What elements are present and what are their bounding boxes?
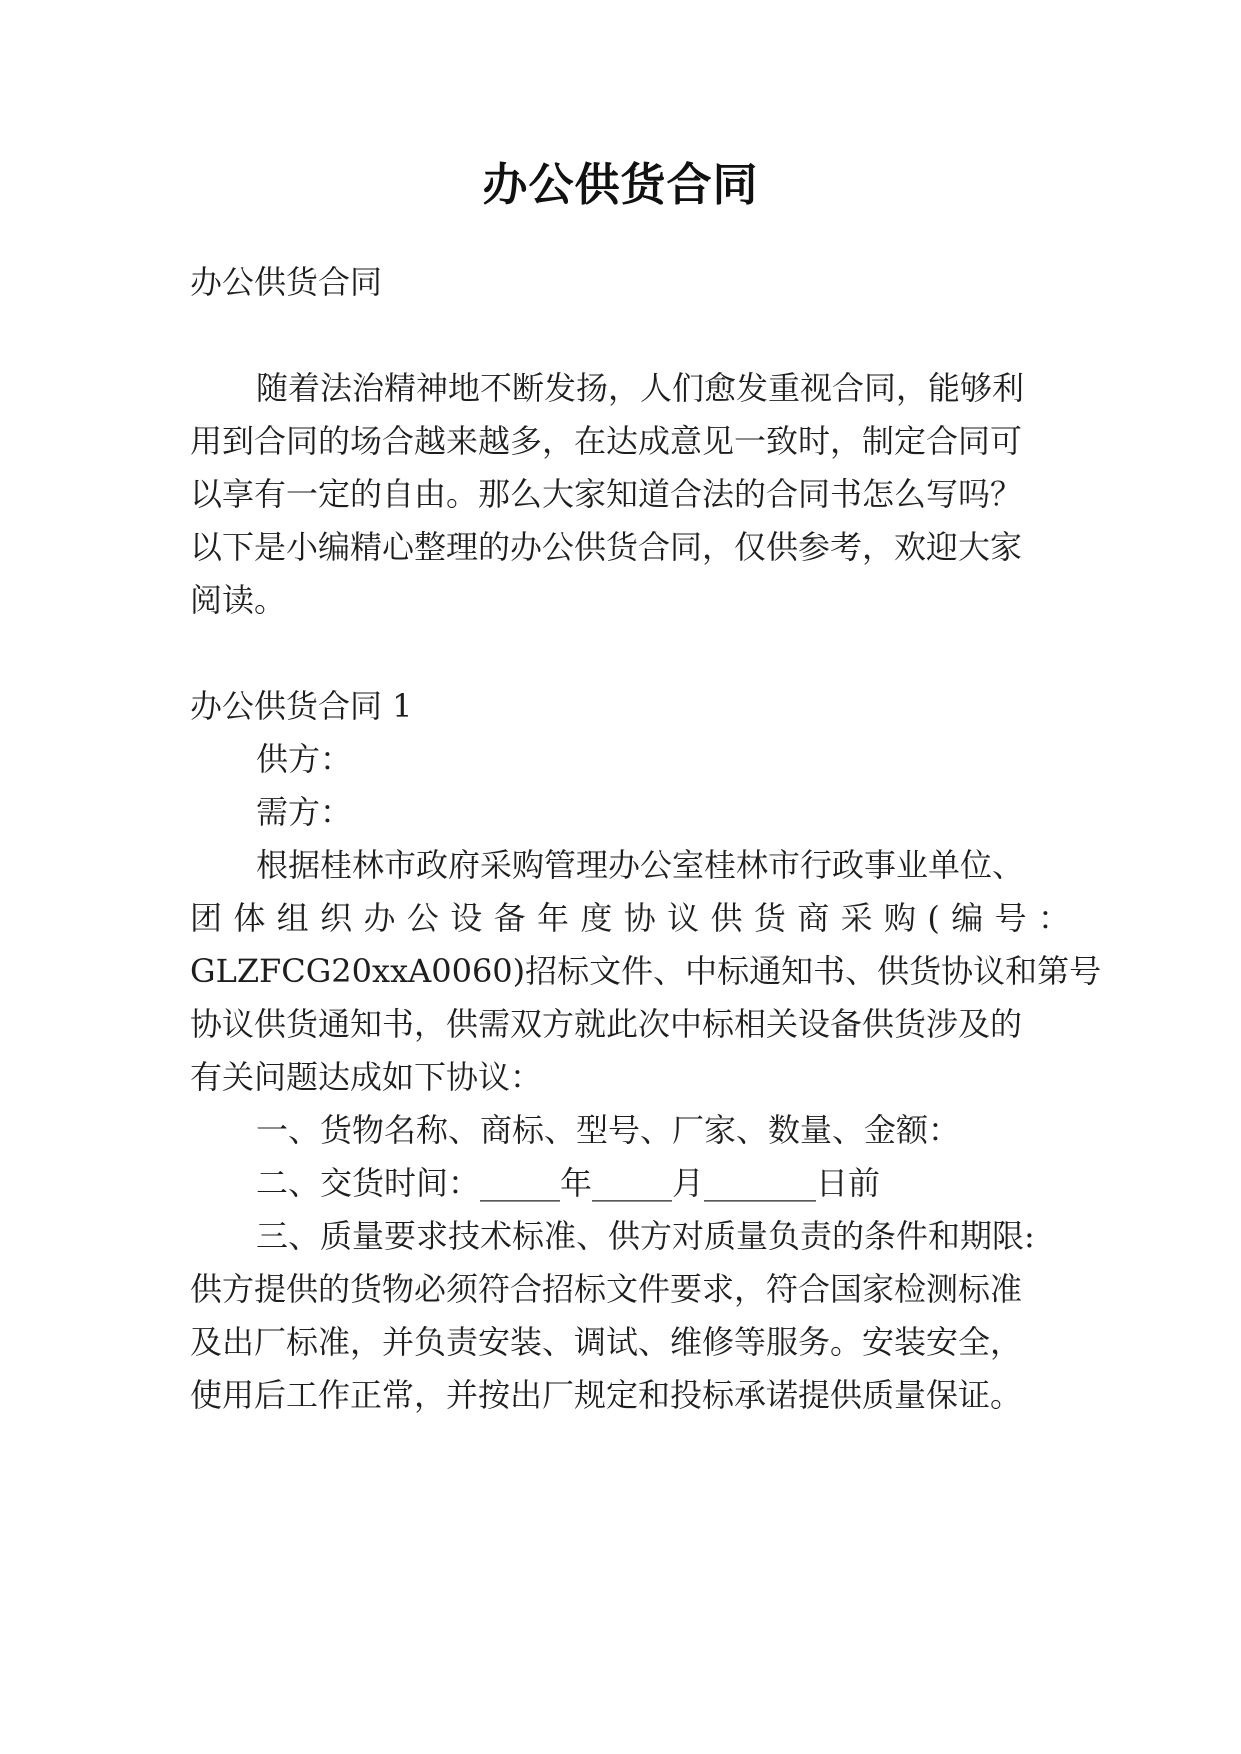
- clause-quality-line-4: 使用后工作正常，并按出厂规定和投标承诺提供质量保证。: [190, 1376, 1023, 1414]
- intro-line-2: 用到合同的场合越来越多，在达成意见一致时，制定合同可: [190, 422, 1023, 460]
- basis-line-1: 根据桂林市政府采购管理办公室桂林市行政事业单位、: [256, 846, 1025, 884]
- basis-line-2: 团体组织办公设备年度协议供货商采购(编号：: [190, 899, 1070, 937]
- intro-line-5: 阅读。: [190, 581, 287, 619]
- intro-line-4: 以下是小编精心整理的办公供货合同，仅供参考，欢迎大家: [190, 528, 1023, 566]
- buyer-label: 需方：: [256, 793, 353, 831]
- clause-goods: 一、货物名称、商标、型号、厂家、数量、金额：: [256, 1111, 961, 1149]
- intro-line-1: 随着法治精神地不断发扬，人们愈发重视合同，能够利: [256, 369, 1025, 407]
- section-heading: 办公供货合同 1: [190, 687, 413, 725]
- clause-quality-line-1: 三、质量要求技术标准、供方对质量负责的条件和期限:: [256, 1217, 1035, 1255]
- document-title: 办公供货合同: [482, 158, 759, 211]
- intro-line-3: 以享有一定的自由。那么大家知道合法的合同书怎么写吗？: [190, 475, 1023, 513]
- basis-line-5: 有关问题达成如下协议：: [190, 1058, 543, 1096]
- clause-delivery-time: 二、交货时间：_____年_____月_______日前: [256, 1164, 881, 1202]
- basis-line-3: GLZFCG20xxA0060)招标文件、中标通知书、供货协议和第号: [190, 952, 1102, 990]
- document-subtitle: 办公供货合同: [190, 263, 383, 301]
- basis-line-4: 协议供货通知书，供需双方就此次中标相关设备供货涉及的: [190, 1005, 1023, 1043]
- clause-quality-line-2: 供方提供的货物必须符合招标文件要求，符合国家检测标准: [190, 1270, 1023, 1308]
- clause-quality-line-3: 及出厂标准，并负责安装、调试、维修等服务。安装安全，: [190, 1323, 1023, 1361]
- supplier-label: 供方：: [256, 740, 353, 778]
